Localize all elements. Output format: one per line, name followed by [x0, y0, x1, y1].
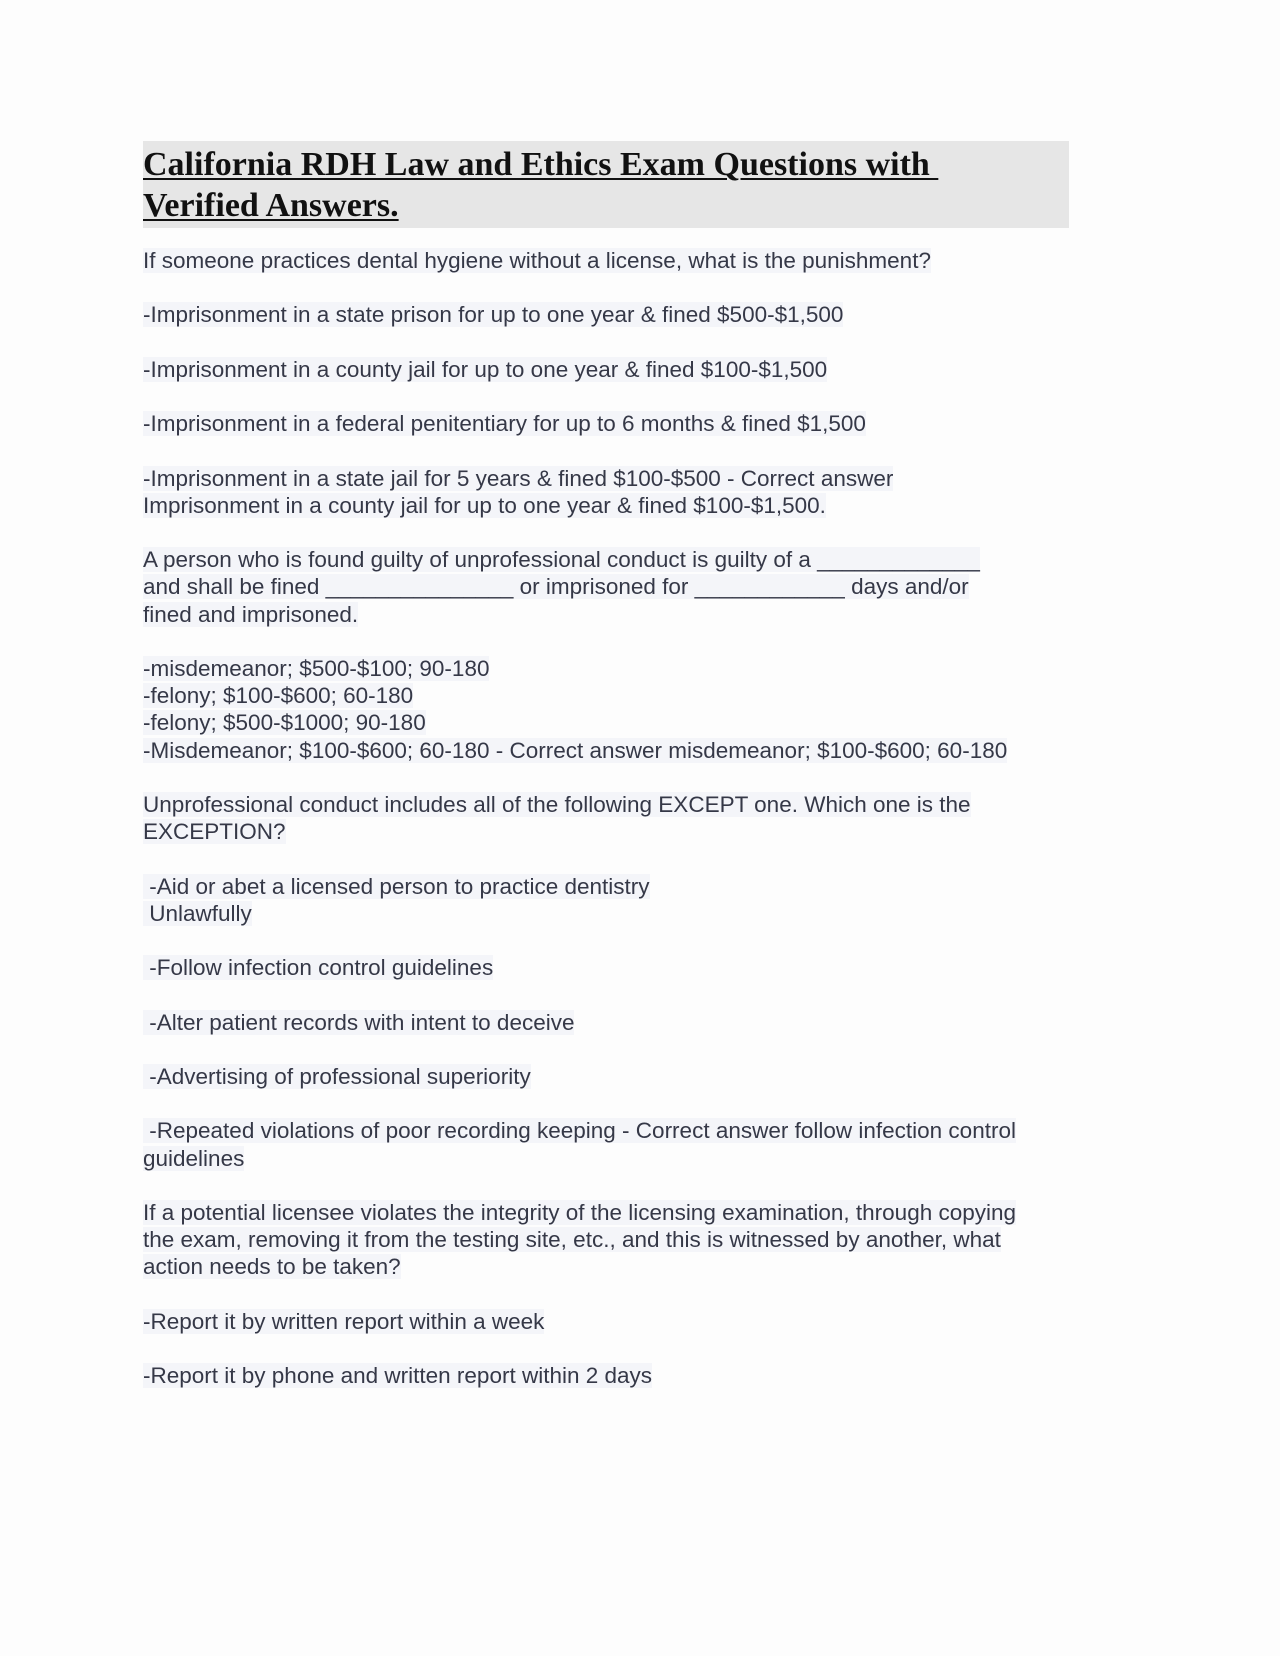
option-text: -felony; $500-$1000; 90-180 [143, 710, 426, 736]
question-1-option-d-answer [143, 465, 1069, 519]
option-text: -Report it by phone and written report within 2 days [143, 1363, 653, 1389]
document-page [143, 141, 1069, 1389]
question-3-option-d [143, 1063, 1069, 1090]
question-3-option-e-answer [143, 1117, 1069, 1171]
question-2-options [143, 655, 1069, 764]
option-with-correct-answer: -Misdemeanor; $100-$600; 60-180 - Correct answer misdemeanor; $100-$600; 60-180 [143, 737, 1008, 763]
question-text: EXCEPTION? [143, 819, 286, 845]
title-line-2: Verified Answers. [143, 187, 399, 224]
option-text: -misdemeanor; $500-$100; 90-180 [143, 655, 490, 681]
question-text: the exam, removing it from the testing site, etc., and this is witnessed by another, what [143, 1227, 1001, 1253]
title-line-1: California RDH Law and Ethics Exam Questions with [143, 146, 939, 183]
option-text: -Report it by written report within a week [143, 1308, 545, 1334]
option-text: -Imprisonment in a federal penitentiary for up to 6 months & fined $1,500 [143, 411, 866, 437]
question-text: A person who is found guilty of unprofessional conduct is guilty of a _____________ [143, 547, 980, 573]
title-block [143, 141, 1069, 228]
option-text: -Imprisonment in a county jail for up to one year & fined $100-$1,500 [143, 356, 828, 382]
question-3-option-c [143, 1009, 1069, 1036]
question-text: If someone practices dental hygiene without a license, what is the punishment? [143, 248, 931, 273]
question-text: action needs to be taken? [143, 1254, 401, 1280]
question-4-option-b [143, 1362, 1069, 1389]
option-text: Unlawfully [143, 900, 252, 926]
option-text: -Aid or abet a licensed person to practice dentistry [143, 873, 650, 899]
question-1-option-c [143, 410, 1069, 437]
question-3-option-a [143, 873, 1069, 927]
option-text: -Imprisonment in a state jail for 5 years & fined $100-$500 - Correct answer [143, 465, 894, 491]
question-1-option-b [143, 356, 1069, 383]
option-text: -Follow infection control guidelines [143, 955, 494, 981]
option-text: -Advertising of professional superiority [143, 1063, 531, 1089]
correct-answer-text: Imprisonment in a county jail for up to one year & fined $100-$1,500. [143, 492, 826, 518]
correct-answer-text: guidelines [143, 1145, 245, 1171]
question-text: Unprofessional conduct includes all of the following EXCEPT one. Which one is the [143, 791, 971, 817]
question-4-option-a [143, 1308, 1069, 1335]
document-body [143, 247, 1069, 1389]
question-text: and shall be fined _______________ or imprisoned for ____________ days and/or [143, 574, 969, 600]
option-text: -felony; $100-$600; 60-180 [143, 683, 414, 709]
question-3-option-b [143, 954, 1069, 981]
document-title [143, 144, 1069, 226]
question-4-prompt [143, 1199, 1069, 1281]
question-1-option-a [143, 301, 1069, 328]
question-3-prompt [143, 791, 1069, 845]
question-text: If a potential licensee violates the integrity of the licensing examination, through copying [143, 1199, 1017, 1225]
question-2-prompt [143, 546, 1069, 628]
option-text: -Imprisonment in a state prison for up to one year & fined $500-$1,500 [143, 302, 844, 328]
question-text: fined and imprisoned. [143, 601, 359, 627]
option-with-correct-answer: -Repeated violations of poor recording keeping - Correct answer follow infection control [143, 1118, 1016, 1144]
question-1-prompt [143, 247, 1069, 274]
option-text: -Alter patient records with intent to deceive [143, 1009, 575, 1035]
